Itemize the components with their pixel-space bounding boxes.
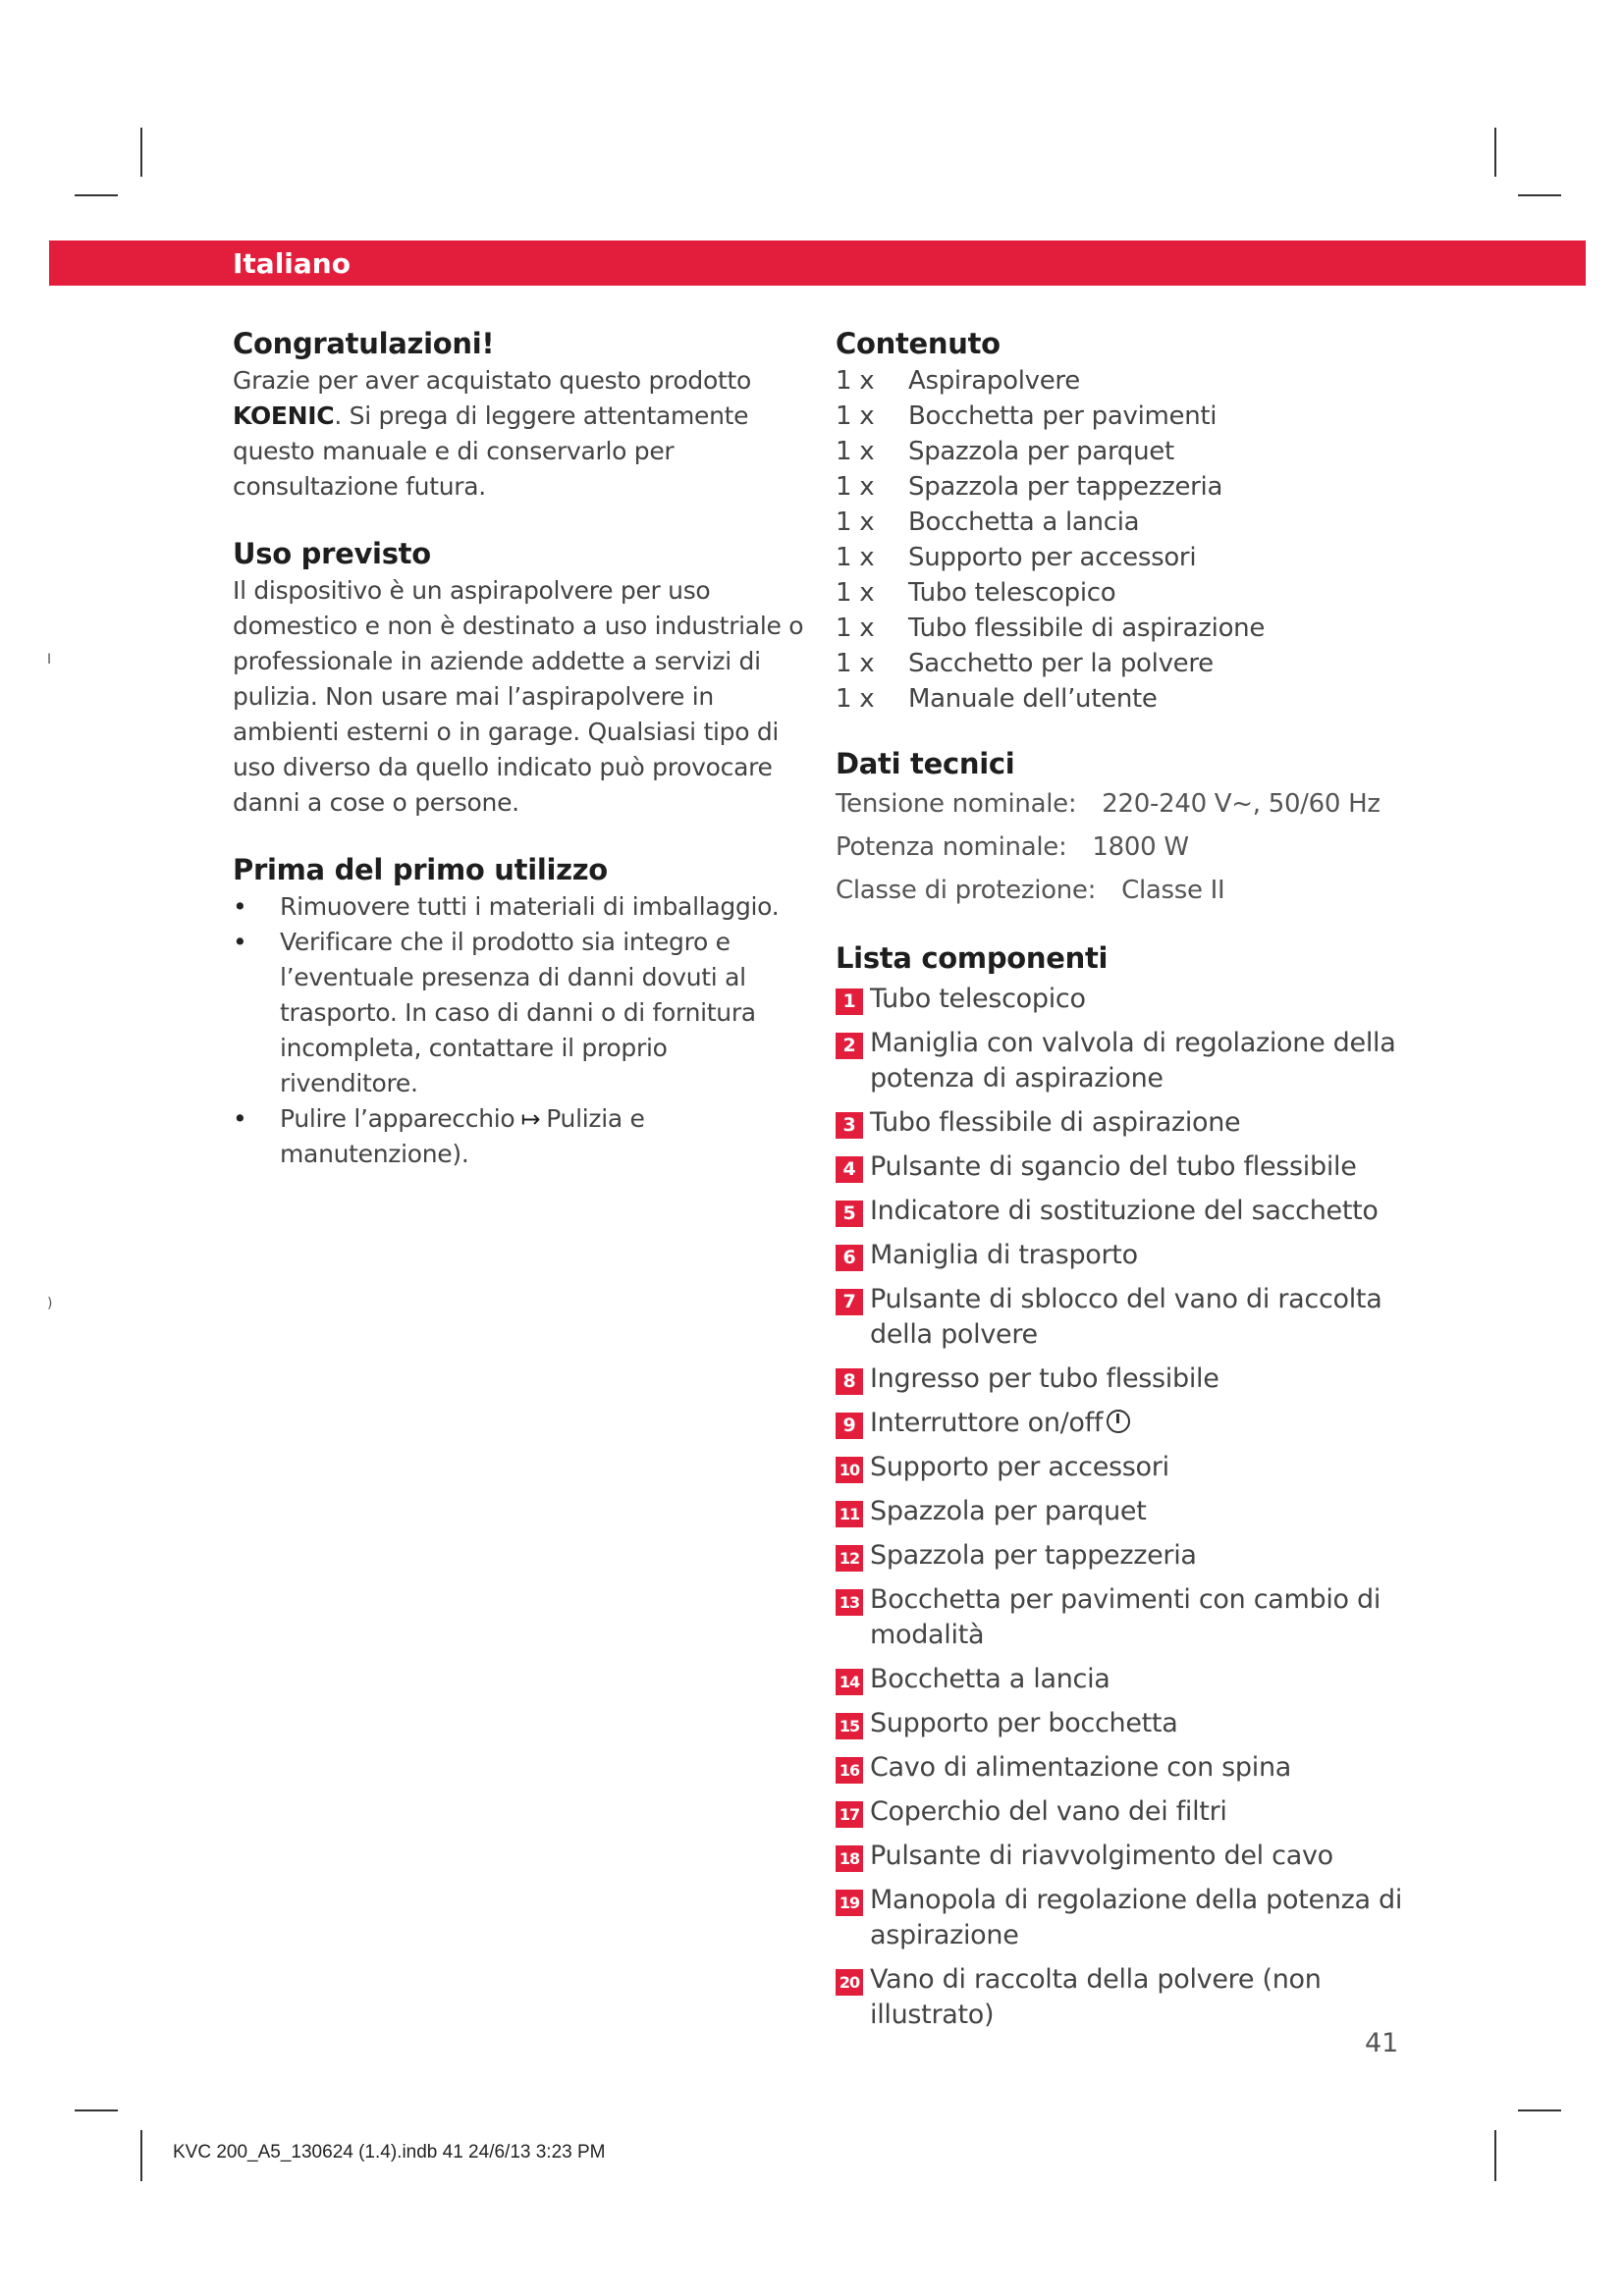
crop-mark [1494,2130,1496,2181]
right-column [836,324,1415,2033]
component-text: Vano di raccolta della polvere (non illustrato) [870,1964,1322,2030]
component-number: 16 [836,1757,863,1784]
component-text: Ingresso per tubo flessibile [870,1363,1219,1394]
brand-name: KOENIC [233,401,335,430]
list-item-text: Pulire l’apparecchio [280,1104,515,1133]
component-text: Tubo telescopico [870,984,1086,1014]
quantity: 1 x [836,366,875,396]
components-list [836,982,1415,2033]
item-name: Manuale dell’utente [908,684,1158,714]
component-text: Bocchetta a lancia [870,1664,1110,1694]
tech-label: Tensione nominale: [836,789,1077,819]
component-text: Pulsante di sgancio del tubo flessibile [870,1151,1357,1182]
crop-mark [75,194,118,196]
list-item [836,681,1415,717]
tech-title: Dati tecnici [836,747,1015,780]
component-text: Manopola di regolazione della potenza di aspirazione [870,1885,1403,1950]
item-name: Spazzola per parquet [908,437,1174,466]
component-text: Interruttore on/off [870,1408,1104,1438]
component-number: 12 [836,1545,863,1572]
list-item [836,1450,1415,1485]
power-icon [1107,1410,1130,1433]
list-item [836,505,1415,540]
quantity: 1 x [836,401,875,431]
list-item [836,1750,1415,1786]
item-name: Tubo flessibile di aspirazione [908,614,1266,643]
crop-mark [1518,2109,1561,2111]
component-text: Spazzola per tappezzeria [870,1540,1197,1571]
quantity: 1 x [836,472,875,502]
left-column [233,324,812,1172]
list-item [836,1538,1415,1574]
list-item [836,1662,1415,1697]
component-number: 2 [836,1033,863,1059]
component-number: 17 [836,1801,863,1828]
list-item [836,1194,1415,1229]
intended-use-title: Uso previsto [233,537,431,570]
contents-title: Contenuto [836,327,1001,360]
tech-row [836,783,1415,825]
quantity: 1 x [836,684,875,714]
list-item [836,982,1415,1017]
list-item [836,363,1415,399]
print-footer: KVC 200_A5_130624 (1.4).indb 41 24/6/13 3:23 PM [173,2142,606,2163]
component-text: Maniglia di trasporto [870,1240,1138,1270]
component-number: 5 [836,1201,863,1227]
tech-label: Classe di protezione: [836,876,1097,905]
list-item [233,925,812,1101]
tech-row [836,825,1415,870]
component-number: 20 [836,1969,863,1996]
component-text: Cavo di alimentazione con spina [870,1752,1292,1783]
list-item [836,1883,1415,1953]
congrats-title: Congratulazioni! [233,327,495,360]
item-name: Aspirapolvere [908,366,1080,396]
list-item [836,540,1415,575]
list-item [836,399,1415,434]
component-number: 19 [836,1890,863,1916]
congrats-text [233,363,812,505]
component-number: 6 [836,1245,863,1271]
component-text: Supporto per bocchetta [870,1708,1178,1738]
first-use-title: Prima del primo utilizzo [233,853,608,886]
bullet-icon: • [233,928,247,956]
component-number: 10 [836,1457,863,1483]
list-item [836,1105,1415,1141]
components-title: Lista componenti [836,941,1109,975]
bullet-icon: • [233,892,247,921]
bullet-icon: • [233,1104,247,1133]
item-name: Spazzola per tappezzeria [908,472,1223,502]
component-number: 18 [836,1845,863,1872]
page-number: 41 [1365,2028,1399,2058]
list-item [836,434,1415,469]
quantity: 1 x [836,578,875,608]
component-text: Indicatore di sostituzione del sacchetto [870,1196,1379,1226]
component-text: Pulsante di riavvolgimento del cavo [870,1841,1333,1871]
component-number: 13 [836,1589,863,1616]
crop-mark [1494,128,1496,177]
tech-value: 1800 W [1092,832,1189,862]
intended-use-text: Il dispositivo è un aspirapolvere per uso domestico e non è destinato a uso industriale o professionale in aziende addette a servizi di pulizia. Non usare mai l’aspirapolvere in ambienti esterni o in garage. Qualsiasi tipo di uso diverso da quello indicato può provocare danni a cose o persone. [233,576,804,817]
list-item [836,1494,1415,1529]
crop-mark [1518,194,1561,196]
tech-label: Potenza nominale: [836,832,1067,862]
language-banner [49,240,1586,286]
quantity: 1 x [836,614,875,643]
component-number: 8 [836,1368,863,1395]
crop-mark [140,2130,142,2181]
tech-data [836,783,1415,911]
first-use-list [233,889,812,1172]
list-item [836,1406,1415,1441]
list-item-text: Pulizia e manutenzione). [280,1104,645,1168]
list-item [836,1362,1415,1397]
margin-mark: ) [47,1296,53,1311]
component-text: Spazzola per parquet [870,1496,1147,1526]
list-item-text: Rimuovere tutti i materiali di imballaggio. [280,892,780,921]
component-text: Maniglia con valvola di regolazione della potenza di aspirazione [870,1028,1396,1094]
list-item [836,1582,1415,1653]
list-item [233,889,812,925]
tech-row [836,870,1415,911]
list-item [836,469,1415,505]
component-number: 1 [836,988,863,1015]
component-number: 14 [836,1669,863,1695]
margin-mark: I [47,652,52,667]
item-name: Tubo telescopico [908,578,1116,608]
component-number: 11 [836,1501,863,1527]
component-text: Coperchio del vano dei filtri [870,1796,1227,1827]
list-item [836,575,1415,611]
list-item [836,1706,1415,1741]
list-item [233,1101,812,1172]
component-text: Pulsante di sblocco del vano di raccolta della polvere [870,1284,1382,1350]
component-number: 7 [836,1289,863,1315]
component-text: Tubo flessibile di aspirazione [870,1107,1241,1138]
quantity: 1 x [836,649,875,678]
tech-value: Classe II [1121,876,1225,905]
congrats-text-a: Grazie per aver acquistato questo prodotto [233,366,752,395]
component-text: Supporto per accessori [870,1452,1169,1482]
quantity: 1 x [836,507,875,537]
item-name: Sacchetto per la polvere [908,649,1214,678]
congrats-text-b: . Si prega di leggere attentamente questo manuale e di conservarlo per consultazione futura. [233,401,749,501]
crop-mark [140,128,142,177]
component-number: 3 [836,1112,863,1139]
list-item [836,1794,1415,1830]
list-item [836,1149,1415,1185]
list-item [836,1839,1415,1874]
item-name: Bocchetta per pavimenti [908,401,1218,431]
quantity: 1 x [836,437,875,466]
component-number: 4 [836,1156,863,1183]
list-item [836,1282,1415,1353]
tech-value: 220-240 V~, 50/60 Hz [1102,789,1380,819]
component-text: Bocchetta per pavimenti con cambio di modalità [870,1584,1381,1650]
item-name: Bocchetta a lancia [908,507,1140,537]
cross-reference-arrow-icon: ↦ [520,1105,541,1133]
list-item [836,1962,1415,2033]
crop-mark [75,2109,118,2111]
list-item [836,611,1415,646]
quantity: 1 x [836,543,875,572]
list-item-text: Verificare che il prodotto sia integro e l’eventuale presenza di danni dovuti al trasporto. In caso di danni o di fornitura incompleta, contattare il proprio rivenditore. [280,928,756,1097]
component-number: 15 [836,1713,863,1739]
component-number: 9 [836,1413,863,1439]
language-label: Italiano [233,247,351,280]
list-item [836,646,1415,681]
list-item [836,1026,1415,1096]
item-name: Supporto per accessori [908,543,1197,572]
contents-list [836,363,1415,717]
list-item [836,1238,1415,1273]
